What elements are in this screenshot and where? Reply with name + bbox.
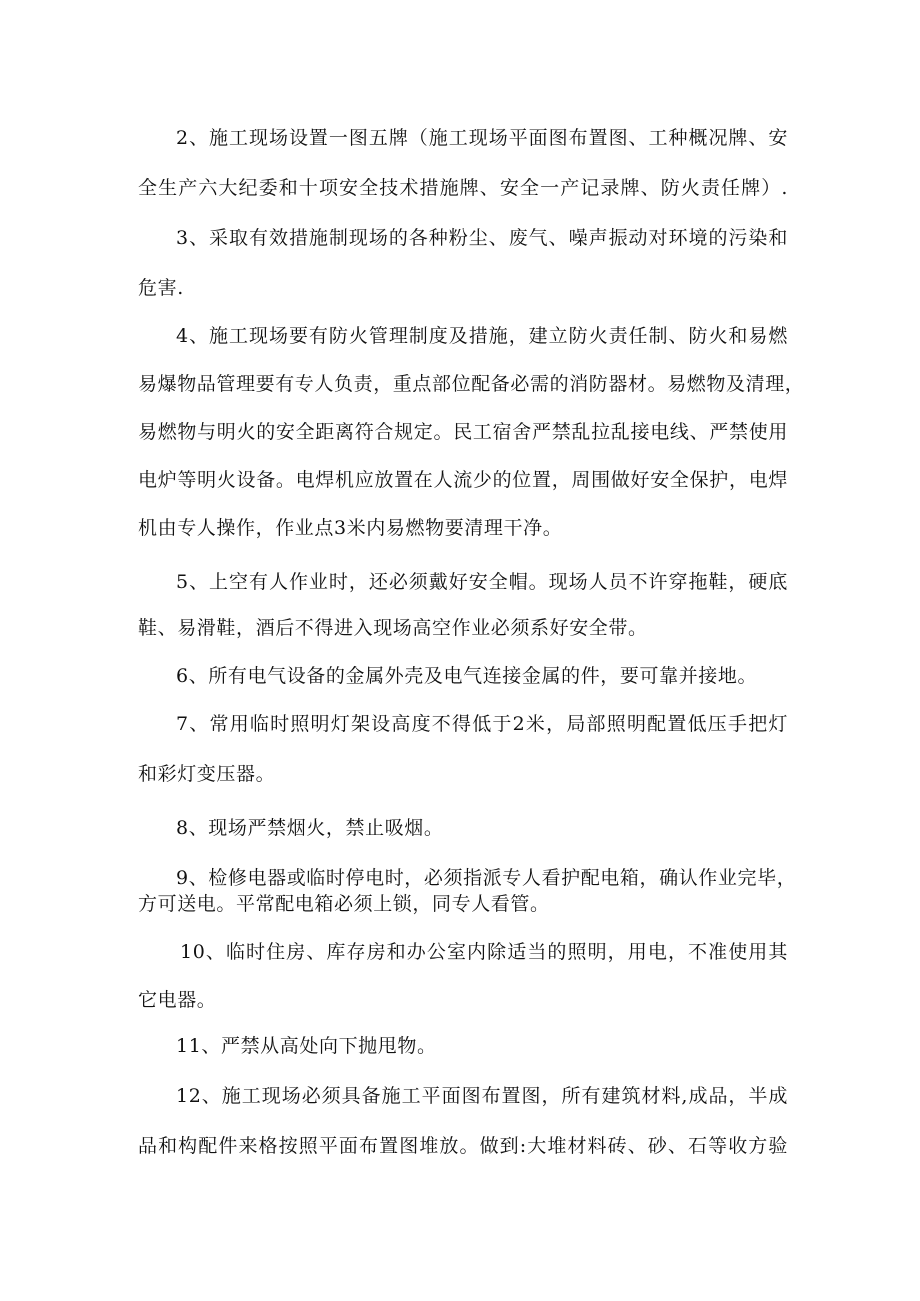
paragraph-10-line-2: 它电器。 xyxy=(138,989,217,1011)
paragraph-6-line-1: 6、所有电气设备的金属外壳及电气连接金属的件，要可靠并接地。 xyxy=(176,665,758,687)
paragraph-7-line-1: 7、常用临时照明灯架设高度不得低于2米，局部照明配置低压手把灯 xyxy=(176,713,788,735)
paragraph-12-line-2: 品和构配件来格按照平面布置图堆放。做到:大堆材料砖、砂、石等收方验 xyxy=(138,1135,788,1157)
paragraph-7-line-2: 和彩灯变压器。 xyxy=(138,763,276,785)
paragraph-4-line-5: 机由专人操作，作业点3米内易燃物要清理干净。 xyxy=(138,517,563,539)
paragraph-2-line-1: 2、施工现场设置一图五牌（施工现场平面图布置图、工种概况牌、安 xyxy=(176,127,788,149)
paragraph-2-line-2: 全生产六大纪委和十项安全技术措施牌、安全一产记录牌、防火责任牌）. xyxy=(138,177,788,199)
paragraph-8-line-1: 8、现场严禁烟火，禁止吸烟。 xyxy=(176,817,444,839)
paragraph-9-line-1: 9、检修电器或临时停电时，必须指派专人看护配电箱，确认作业完毕， xyxy=(176,867,797,889)
paragraph-11-line-1: 11、严禁从高处向下抛甩物。 xyxy=(176,1035,437,1057)
paragraph-5-line-1: 5、上空有人作业时，还必须戴好安全帽。现场人员不许穿拖鞋，硬底 xyxy=(176,571,788,593)
paragraph-4-line-2: 易爆物品管理要有专人负责，重点部位配备必需的消防器材。易燃物及清理， xyxy=(138,373,805,395)
paragraph-3-line-1: 3、采取有效措施制现场的各种粉尘、废气、噪声振动对环境的污染和 xyxy=(176,227,788,249)
paragraph-4-line-4: 电炉等明火设备。电焊机应放置在人流少的位置，周围做好安全保护，电焊 xyxy=(138,469,788,491)
paragraph-10-line-1: 10、临时住房、库存房和办公室内除适当的照明，用电，不准使用其 xyxy=(180,941,788,963)
paragraph-12-line-1: 12、施工现场必须具备施工平面图布置图，所有建筑材料,成品，半成 xyxy=(176,1085,788,1107)
paragraph-3-line-2: 危害. xyxy=(138,277,184,299)
paragraph-9-line-2: 方可送电。平常配电箱必须上锁，同专人看管。 xyxy=(138,893,550,915)
paragraph-5-line-2: 鞋、易滑鞋，酒后不得进入现场高空作业必须系好安全带。 xyxy=(138,617,648,639)
paragraph-4-line-1: 4、施工现场要有防火管理制度及措施，建立防火责任制、防火和易燃 xyxy=(176,325,788,347)
paragraph-4-line-3: 易燃物与明火的安全距离符合规定。民工宿舍严禁乱拉乱接电线、严禁使用 xyxy=(138,421,788,443)
